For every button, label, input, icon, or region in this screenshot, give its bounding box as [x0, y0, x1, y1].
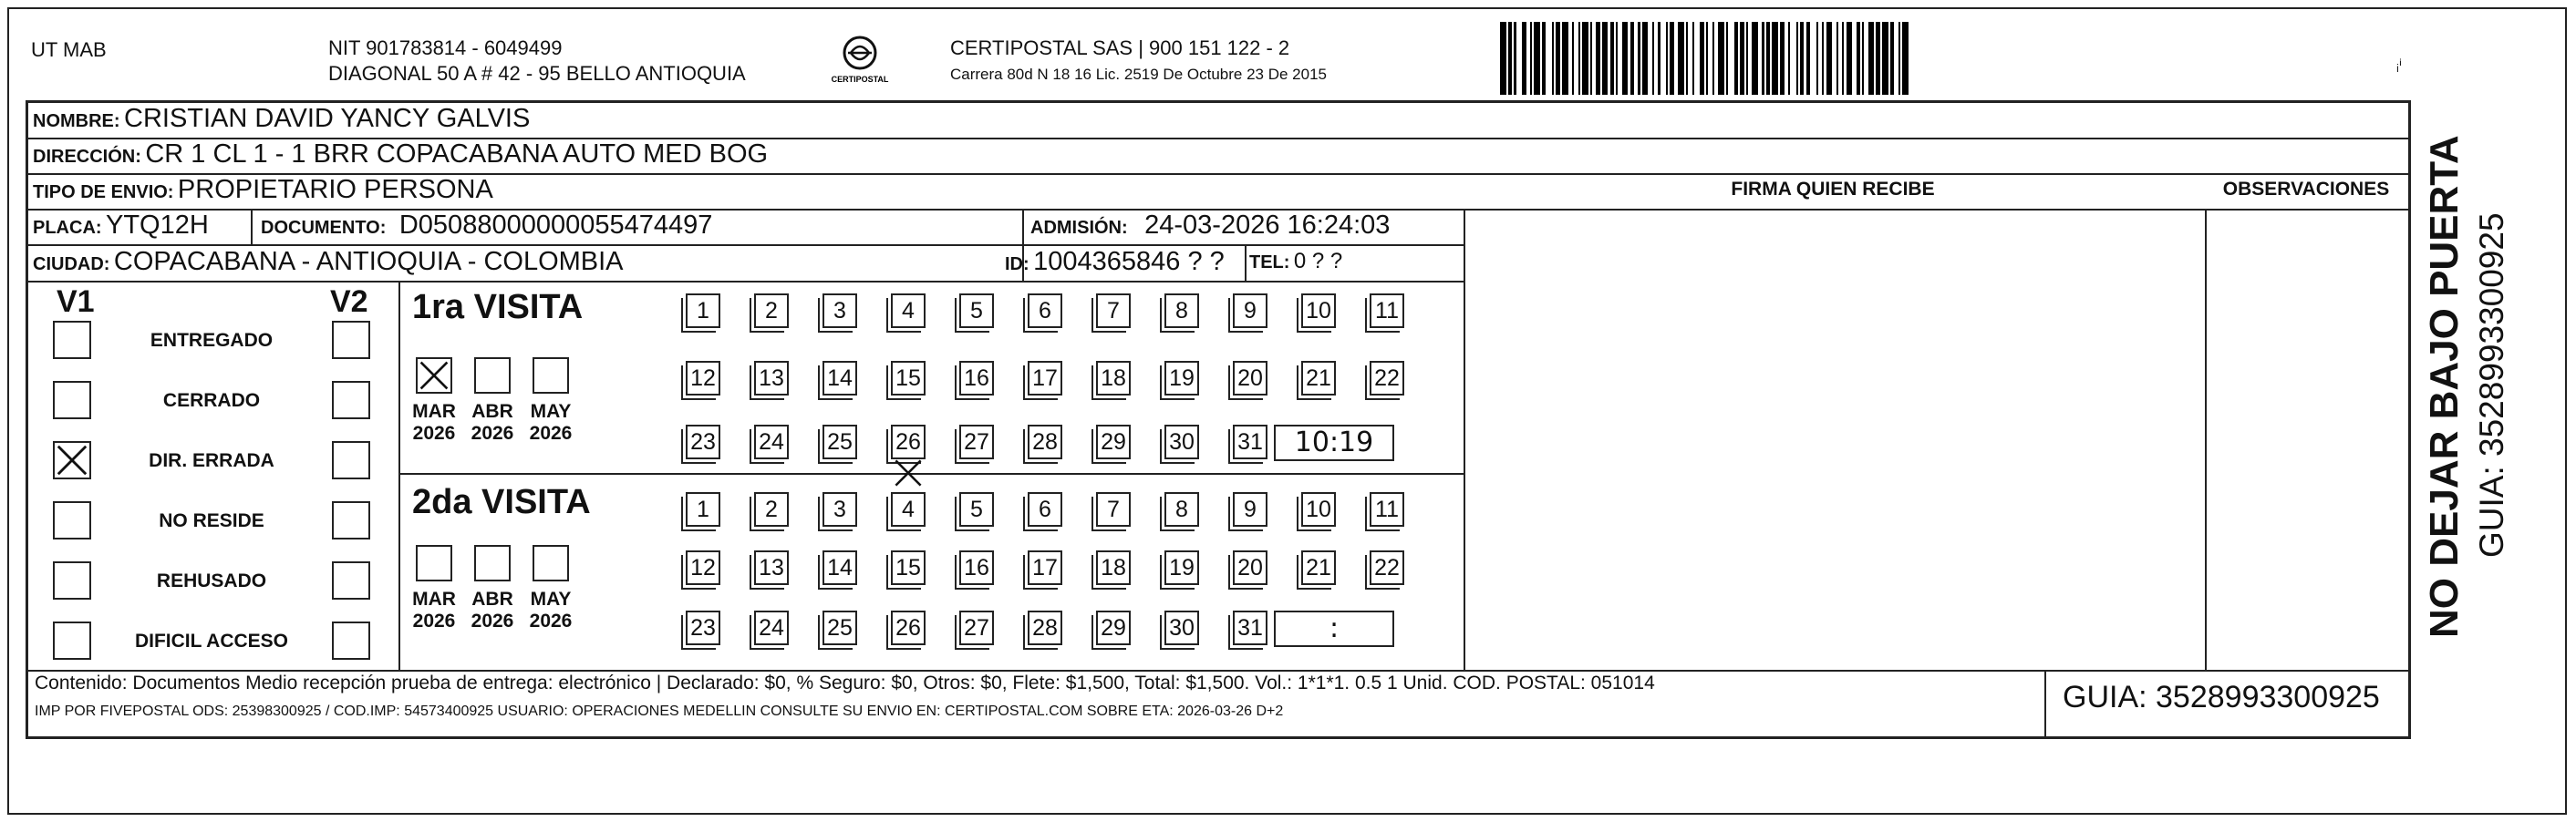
- day-number: 31: [1237, 615, 1263, 641]
- barcode-bar: [1752, 22, 1758, 95]
- month-label: ABR: [471, 589, 513, 610]
- time-box[interactable]: 10:19: [1274, 425, 1394, 461]
- day-number: 6: [1039, 298, 1051, 324]
- corner-mark: ᵢⁱ: [2396, 57, 2403, 75]
- rule: [1464, 209, 1465, 670]
- barcode-bar: [1562, 22, 1568, 95]
- v1-checkbox[interactable]: [53, 381, 91, 419]
- day-number: 11: [1375, 497, 1399, 522]
- day-number: 10: [1306, 497, 1331, 522]
- tel-field: [1249, 246, 1342, 280]
- v2-checkbox[interactable]: [332, 561, 370, 600]
- day-number: 15: [895, 555, 921, 581]
- barcode-bar: [1902, 22, 1909, 95]
- tipo-envio-value: PROPIETARIO PERSONA: [177, 175, 493, 204]
- barcode-bar: [1534, 22, 1540, 95]
- barcode-bar: [1642, 22, 1649, 95]
- day-box[interactable]: [1028, 611, 1062, 645]
- day-number: 30: [1169, 429, 1195, 455]
- day-number: 29: [1101, 429, 1126, 455]
- v1-checkbox[interactable]: [53, 561, 91, 600]
- day-number: 19: [1169, 555, 1195, 581]
- barcode-bar: [1810, 22, 1816, 95]
- v1-checkbox[interactable]: [53, 321, 91, 359]
- barcode-bar: [1694, 22, 1701, 95]
- barcode-bar: [1622, 22, 1629, 95]
- barcode-bar: [1516, 22, 1523, 95]
- month-checkbox[interactable]: [533, 545, 569, 581]
- certipostal-logo: [828, 33, 892, 98]
- day-number: 14: [827, 555, 853, 581]
- day-number: 17: [1032, 365, 1058, 391]
- day-box[interactable]: [1164, 293, 1199, 328]
- v2-header: V2: [330, 284, 368, 319]
- direccion-field: [33, 139, 768, 174]
- day-box[interactable]: [754, 550, 789, 585]
- month-year: 2026: [529, 611, 573, 632]
- day-box[interactable]: [1028, 361, 1062, 396]
- day-box[interactable]: [1096, 492, 1131, 527]
- day-number: 10: [1306, 298, 1331, 324]
- day-box[interactable]: [959, 361, 994, 396]
- day-number: 23: [690, 429, 716, 455]
- barcode-bar: [1678, 22, 1684, 95]
- day-box[interactable]: [1233, 361, 1267, 396]
- rule: [251, 209, 253, 244]
- day-box[interactable]: [754, 611, 789, 645]
- day-number: 14: [827, 365, 853, 391]
- day-box[interactable]: [686, 492, 720, 527]
- rule: [398, 281, 400, 670]
- day-number: 20: [1237, 555, 1263, 581]
- day-box[interactable]: [822, 550, 857, 585]
- outcome-label: NO RESIDE: [159, 510, 264, 531]
- day-box[interactable]: [686, 611, 720, 645]
- id-label: ID:: [1005, 254, 1029, 274]
- day-box[interactable]: [1370, 293, 1404, 328]
- sender-company: UT MAB: [31, 38, 107, 61]
- month-year: 2026: [471, 611, 514, 632]
- day-box[interactable]: [1096, 293, 1131, 328]
- month-label: ABR: [471, 401, 513, 422]
- month-checkbox[interactable]: [533, 357, 569, 394]
- tipo-envio-field: [33, 174, 493, 210]
- day-box[interactable]: [1301, 550, 1336, 585]
- firma-header: FIRMA QUIEN RECIBE: [1731, 179, 1935, 200]
- day-number: 3: [833, 298, 846, 324]
- day-number: 13: [759, 555, 784, 581]
- ciudad-label: CIUDAD:: [33, 254, 110, 274]
- day-box[interactable]: [1164, 611, 1199, 645]
- outcome-label: DIR. ERRADA: [149, 450, 274, 471]
- day-box[interactable]: [754, 492, 789, 527]
- rule: [2205, 209, 2207, 670]
- day-number: 18: [1101, 555, 1126, 581]
- day-number: 17: [1032, 555, 1058, 581]
- nombre-field: [33, 103, 530, 139]
- sender-address: DIAGONAL 50 A # 42 - 95 BELLO ANTIOQUIA: [328, 62, 746, 85]
- admision-value: 24-03-2026 16:24:03: [1144, 211, 1391, 240]
- day-number: 30: [1169, 615, 1195, 641]
- logo-text: CERTIPOSTAL: [831, 75, 889, 84]
- day-number: 3: [833, 497, 846, 522]
- day-box[interactable]: [1028, 492, 1062, 527]
- ciudad-field: [33, 246, 624, 282]
- v2-checkbox[interactable]: [332, 441, 370, 479]
- day-number: 7: [1107, 298, 1120, 324]
- month-year: 2026: [412, 611, 456, 632]
- barcode-bar: [1500, 22, 1506, 95]
- ciudad-value: COPACABANA - ANTIOQUIA - COLOMBIA: [113, 247, 624, 276]
- v1-checkbox[interactable]: [53, 501, 91, 539]
- rule: [2044, 670, 2046, 736]
- carrier-name: CERTIPOSTAL SAS | 900 151 122 - 2: [950, 36, 1290, 59]
- day-number: 12: [690, 555, 716, 581]
- direccion-label: DIRECCIÓN:: [33, 147, 141, 167]
- day-box[interactable]: [959, 425, 994, 459]
- month-label: MAY: [530, 589, 572, 610]
- day-number: 29: [1101, 615, 1126, 641]
- nombre-label: NOMBRE:: [33, 111, 120, 131]
- day-number: 22: [1374, 365, 1400, 391]
- day-number: 2: [765, 497, 778, 522]
- day-box[interactable]: [1370, 550, 1404, 585]
- day-box[interactable]: [1096, 611, 1131, 645]
- day-number: 28: [1032, 429, 1058, 455]
- visit1-title: 1ra VISITA: [412, 288, 584, 326]
- day-number: 11: [1375, 298, 1399, 324]
- barcode-bar: [1790, 22, 1796, 95]
- day-number: 13: [759, 365, 784, 391]
- day-box[interactable]: [1301, 293, 1336, 328]
- day-box[interactable]: [959, 611, 994, 645]
- day-box[interactable]: [1233, 611, 1267, 645]
- day-number: 24: [759, 615, 784, 641]
- day-cross-mark: [893, 468, 924, 494]
- day-box[interactable]: [891, 293, 926, 328]
- day-box[interactable]: [1028, 293, 1062, 328]
- day-box[interactable]: [686, 550, 720, 585]
- day-box[interactable]: [1233, 425, 1267, 459]
- outcome-label: ENTREGADO: [150, 330, 274, 351]
- day-box[interactable]: [754, 425, 789, 459]
- day-box[interactable]: [1028, 425, 1062, 459]
- day-number: 18: [1101, 365, 1126, 391]
- day-box[interactable]: [891, 492, 926, 527]
- v1-header: V1: [57, 284, 95, 319]
- month-year: 2026: [412, 423, 456, 444]
- barcode-bar: [1909, 22, 1912, 95]
- day-box[interactable]: [1301, 492, 1336, 527]
- day-box[interactable]: [891, 550, 926, 585]
- month-year: 2026: [529, 423, 573, 444]
- day-number: 25: [827, 429, 853, 455]
- barcode-bar: [1882, 22, 1888, 95]
- day-number: 12: [690, 365, 716, 391]
- v1-checkbox[interactable]: [53, 622, 91, 660]
- day-number: 8: [1175, 298, 1188, 324]
- barcode-bar: [1728, 22, 1734, 95]
- v2-checkbox[interactable]: [332, 321, 370, 359]
- tipo-envio-label: TIPO DE ENVIO:: [33, 182, 174, 202]
- day-box[interactable]: [1096, 425, 1131, 459]
- day-box[interactable]: [822, 492, 857, 527]
- day-number: 7: [1107, 497, 1120, 522]
- day-number: 24: [759, 429, 784, 455]
- day-number: 2: [765, 298, 778, 324]
- day-box[interactable]: [686, 361, 720, 396]
- day-number: 26: [895, 615, 921, 641]
- placa-label: PLACA:: [33, 218, 102, 238]
- day-number: 9: [1244, 298, 1257, 324]
- v2-checkbox[interactable]: [332, 622, 370, 660]
- day-box[interactable]: [686, 425, 720, 459]
- outcome-label: REHUSADO: [156, 570, 267, 591]
- barcode-bar: [1660, 22, 1667, 95]
- day-box[interactable]: [1096, 550, 1131, 585]
- month-year: 2026: [471, 423, 514, 444]
- side-guia: GUIA: 3528993300925: [2473, 212, 2510, 558]
- day-box[interactable]: [1164, 550, 1199, 585]
- day-box[interactable]: [891, 611, 926, 645]
- barcode-bar: [1582, 22, 1588, 95]
- v1-checkbox[interactable]: [53, 441, 91, 479]
- barcode-bar: [1772, 22, 1778, 95]
- day-box[interactable]: [1233, 293, 1267, 328]
- day-box[interactable]: [822, 361, 857, 396]
- day-number: 21: [1306, 555, 1331, 581]
- barcode-bar: [1546, 22, 1552, 95]
- outcome-label: CERRADO: [162, 390, 261, 411]
- day-box[interactable]: [1301, 361, 1336, 396]
- day-number: 23: [690, 615, 716, 641]
- day-number: 27: [964, 615, 989, 641]
- barcode-bar: [1602, 22, 1609, 95]
- day-number: 4: [902, 298, 915, 324]
- day-number: 9: [1244, 497, 1257, 522]
- placa-value: YTQ12H: [106, 211, 209, 240]
- sender-nit: NIT 901783814 - 6049499: [328, 36, 563, 59]
- day-box[interactable]: [1233, 550, 1267, 585]
- direccion-value: CR 1 CL 1 - 1 BRR COPACABANA AUTO MED BOG: [145, 139, 769, 169]
- day-box[interactable]: [1164, 425, 1199, 459]
- day-box[interactable]: [822, 425, 857, 459]
- day-box[interactable]: [1370, 492, 1404, 527]
- day-box[interactable]: [1028, 550, 1062, 585]
- carrier-license: Carrera 80d N 18 16 Lic. 2519 De Octubre 23 De 2015: [950, 66, 1327, 83]
- day-number: 8: [1175, 497, 1188, 522]
- documento-field: [261, 210, 712, 245]
- month-checkbox[interactable]: [474, 357, 511, 394]
- day-number: 16: [964, 555, 989, 581]
- day-number: 21: [1306, 365, 1331, 391]
- side-warning: NO DEJAR BAJO PUERTA: [2422, 135, 2467, 638]
- barcode: [1500, 22, 2375, 95]
- day-box[interactable]: [1164, 361, 1199, 396]
- footer-line1: Contenido: Documentos Medio recepción prueba de entrega: electrónico | Declarado: $0, % Seguro: $0, Otros: $0, Flete: $1,500, Total: $1,500. Vol.: 1*1*1. 0.5 1 Unid. COD. POSTAL: 051014: [35, 673, 1655, 694]
- day-box[interactable]: [1096, 361, 1131, 396]
- nombre-value: CRISTIAN DAVID YANCY GALVIS: [124, 104, 531, 133]
- day-number: 31: [1237, 429, 1263, 455]
- day-box[interactable]: [959, 550, 994, 585]
- rule: [398, 473, 1464, 475]
- day-box[interactable]: [959, 293, 994, 328]
- day-number: 27: [964, 429, 989, 455]
- day-number: 1: [697, 497, 709, 522]
- day-number: 6: [1039, 497, 1051, 522]
- day-number: 28: [1032, 615, 1058, 641]
- day-box[interactable]: [822, 293, 857, 328]
- day-box[interactable]: [822, 611, 857, 645]
- day-box[interactable]: [686, 293, 720, 328]
- day-number: 15: [895, 365, 921, 391]
- observaciones-header: OBSERVACIONES: [2222, 179, 2390, 200]
- day-box[interactable]: [1233, 492, 1267, 527]
- barcode-bar: [1847, 22, 1853, 95]
- rule: [1245, 244, 1247, 281]
- admision-label: ADMISIÓN:: [1030, 218, 1128, 238]
- day-box[interactable]: [1164, 492, 1199, 527]
- footer-line2: IMP POR FIVEPOSTAL ODS: 25398300925 / COD.IMP: 54573400925 USUARIO: OPERACIONES MEDELLIN CONSULTE SU ENVIO EN: CERTIPOSTAL.COM SOBRE ETA: 2026-03-26 D+2: [35, 704, 1284, 719]
- day-number: 20: [1237, 365, 1263, 391]
- tel-value: 0 ? ?: [1293, 249, 1343, 273]
- placa-field: [33, 210, 209, 245]
- barcode-bar: [1718, 22, 1724, 95]
- month-label: MAY: [530, 401, 572, 422]
- day-number: 22: [1374, 555, 1400, 581]
- id-value: 1004365846 ? ?: [1033, 247, 1225, 276]
- time-box[interactable]: :: [1274, 611, 1394, 647]
- documento-value: D05088000000055474497: [398, 211, 713, 240]
- id-field: [1005, 246, 1225, 282]
- rule: [28, 670, 2408, 672]
- v2-checkbox[interactable]: [332, 501, 370, 539]
- visit2-title: 2da VISITA: [412, 483, 591, 521]
- day-number: 25: [827, 615, 853, 641]
- day-number: 16: [964, 365, 989, 391]
- barcode-bar: [1826, 22, 1833, 95]
- day-box[interactable]: [1370, 361, 1404, 396]
- month-checkbox[interactable]: [416, 357, 452, 394]
- day-number: 5: [970, 497, 983, 522]
- documento-label: DOCUMENTO:: [261, 218, 387, 238]
- month-checkbox[interactable]: [416, 545, 452, 581]
- month-label: MAR: [412, 589, 456, 610]
- day-number: 4: [902, 497, 915, 522]
- day-box[interactable]: [754, 293, 789, 328]
- day-box[interactable]: [891, 361, 926, 396]
- v2-checkbox[interactable]: [332, 381, 370, 419]
- admision-field: [1030, 210, 1390, 245]
- day-number: 1: [697, 298, 709, 324]
- month-checkbox[interactable]: [474, 545, 511, 581]
- footer-guia: GUIA: 3528993300925: [2063, 680, 2380, 714]
- day-number: 19: [1169, 365, 1195, 391]
- day-number: 26: [895, 429, 921, 455]
- tel-label: TEL:: [1249, 252, 1290, 272]
- outcome-label: DIFICIL ACCESO: [134, 631, 288, 652]
- month-label: MAR: [412, 401, 456, 422]
- day-box[interactable]: [891, 425, 926, 459]
- day-number: 5: [970, 298, 983, 324]
- day-box[interactable]: [959, 492, 994, 527]
- day-box[interactable]: [754, 361, 789, 396]
- barcode-bar: [1868, 22, 1875, 95]
